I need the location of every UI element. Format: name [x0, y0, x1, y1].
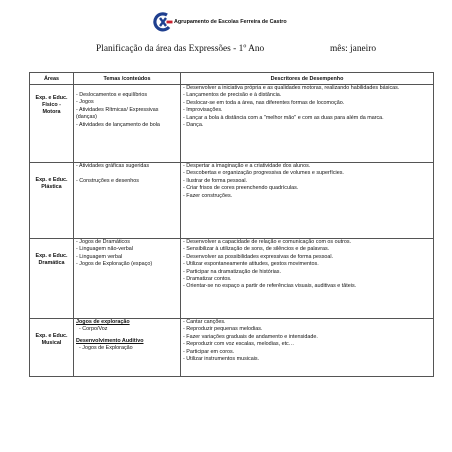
- area-cell: Exp. e Educ. Físico - Motora: [30, 85, 74, 163]
- list-item: - Corpo/Voz: [79, 326, 108, 333]
- list-item: - Descobertas e organização progressiva de volumes e superfícies.: [183, 170, 344, 177]
- list-item: - Ilustrar de forma pessoal.: [183, 177, 248, 184]
- list-item: - Deslocamentos e equilíbrios: [76, 92, 148, 98]
- table-row: [30, 85, 434, 163]
- column-header-topics: Temas /conteúdos: [74, 73, 181, 85]
- list-item: - Jogos de Dramáticos: [76, 239, 130, 245]
- list-item: - Despertar a imaginação e a criatividade dos alunos.: [183, 163, 311, 169]
- topic-heading: Jogos de exploração: [76, 319, 130, 325]
- list-item: - Criar frisos de cores preenchendo quadrículas.: [183, 185, 299, 192]
- list-item: - Participar na dramatização de histórias.: [183, 268, 281, 275]
- list-item: - Atividades gráficas sugeridas: [76, 163, 150, 169]
- list-item: - Reproduzir com voz escalas, melodias, etc…: [183, 341, 295, 348]
- list-item: - Desenvolver as possibilidades expressivas de forma pessoal.: [183, 253, 334, 260]
- list-item: - Jogos de Exploração: [79, 345, 133, 352]
- list-item: - Linguagem não-verbal: [76, 246, 133, 253]
- list-item: - Improvisações.: [183, 107, 223, 114]
- list-item: (danças): [76, 114, 97, 121]
- school-logo-icon: [153, 12, 173, 32]
- list-item: - Cantar canções.: [183, 319, 226, 325]
- list-item: - Jogos: [76, 99, 94, 106]
- planning-table: [29, 72, 434, 377]
- list-item: - Participar em coros.: [183, 348, 235, 355]
- area-cell: Exp. e Educ. Musical: [30, 319, 74, 377]
- list-item: - Orientar-se no espaço a partir de referências visuais, auditivas e tâteis.: [183, 283, 357, 290]
- list-item: - Construções e desenhos: [76, 177, 139, 184]
- list-item: - Sensibilizar à utilização de sons, de silêncios e de palavras.: [183, 246, 330, 253]
- list-item: - Utilizar instrumentos musicais.: [183, 356, 260, 363]
- list-item: - Dança.: [183, 122, 204, 129]
- list-item: - Deslocar-se em toda a área, nas diferentes formas de locomoção.: [183, 99, 345, 106]
- list-item: - Desenvolver a iniciativa própria e as qualidades motoras, realizando habilidades básicas.: [183, 85, 400, 91]
- column-header-areas: Áreas: [30, 73, 74, 85]
- descriptors-cell: [181, 239, 434, 319]
- list-item: - Fazer construções.: [183, 192, 233, 199]
- topics-cell: [74, 239, 181, 319]
- list-item: - Jogos de Exploração (espaço): [76, 261, 153, 268]
- column-header-descriptors: Descritores de Desempenho: [181, 73, 434, 85]
- topics-cell: [74, 319, 181, 377]
- table-row: [30, 319, 434, 377]
- list-item: - Lançar a bola à distância com a "melhor mão" e com as duas para além da marca.: [183, 114, 384, 121]
- list-item: - Reproduzir pequenas melodias.: [183, 326, 263, 333]
- list-item: - Lançamentos de precisão e à distância.: [183, 92, 282, 99]
- list-item: - Atividades de lançamento de bola: [76, 121, 160, 128]
- page-title: Planificação da área das Expressões - 1º Ano: [96, 44, 265, 54]
- topics-cell: [74, 163, 181, 239]
- topics-cell: [74, 85, 181, 163]
- list-item: - Desenvolver a capacidade de relação e comunicação com os outros.: [183, 239, 352, 245]
- table-header-row: [30, 73, 434, 85]
- area-cell: Exp. e Educ. Dramática: [30, 239, 74, 319]
- list-item: - Dramatizar contos.: [183, 276, 232, 283]
- area-cell: Exp. e Educ. Plástica: [30, 163, 74, 239]
- list-item: - Utilizar espontaneamente atitudes, gestos movimentos.: [183, 261, 319, 268]
- descriptors-cell: [181, 85, 434, 163]
- descriptors-cell: [181, 319, 434, 377]
- list-item: [76, 170, 180, 177]
- table-row: [30, 239, 434, 319]
- list-item: - Fazer variações graduais de andamento e intensidade.: [183, 333, 318, 340]
- descriptors-cell: [181, 163, 434, 239]
- school-name: Agrupamento de Escolas Ferreira de Castro: [174, 19, 287, 25]
- list-item: - Atividades Rítmicas/ Expressivas: [76, 106, 159, 113]
- month-label: mês: janeiro: [330, 44, 377, 54]
- topic-heading: Desenvolvimento Auditivo: [76, 337, 144, 344]
- list-item: - Linguagem verbal: [76, 253, 123, 260]
- table-row: [30, 163, 434, 239]
